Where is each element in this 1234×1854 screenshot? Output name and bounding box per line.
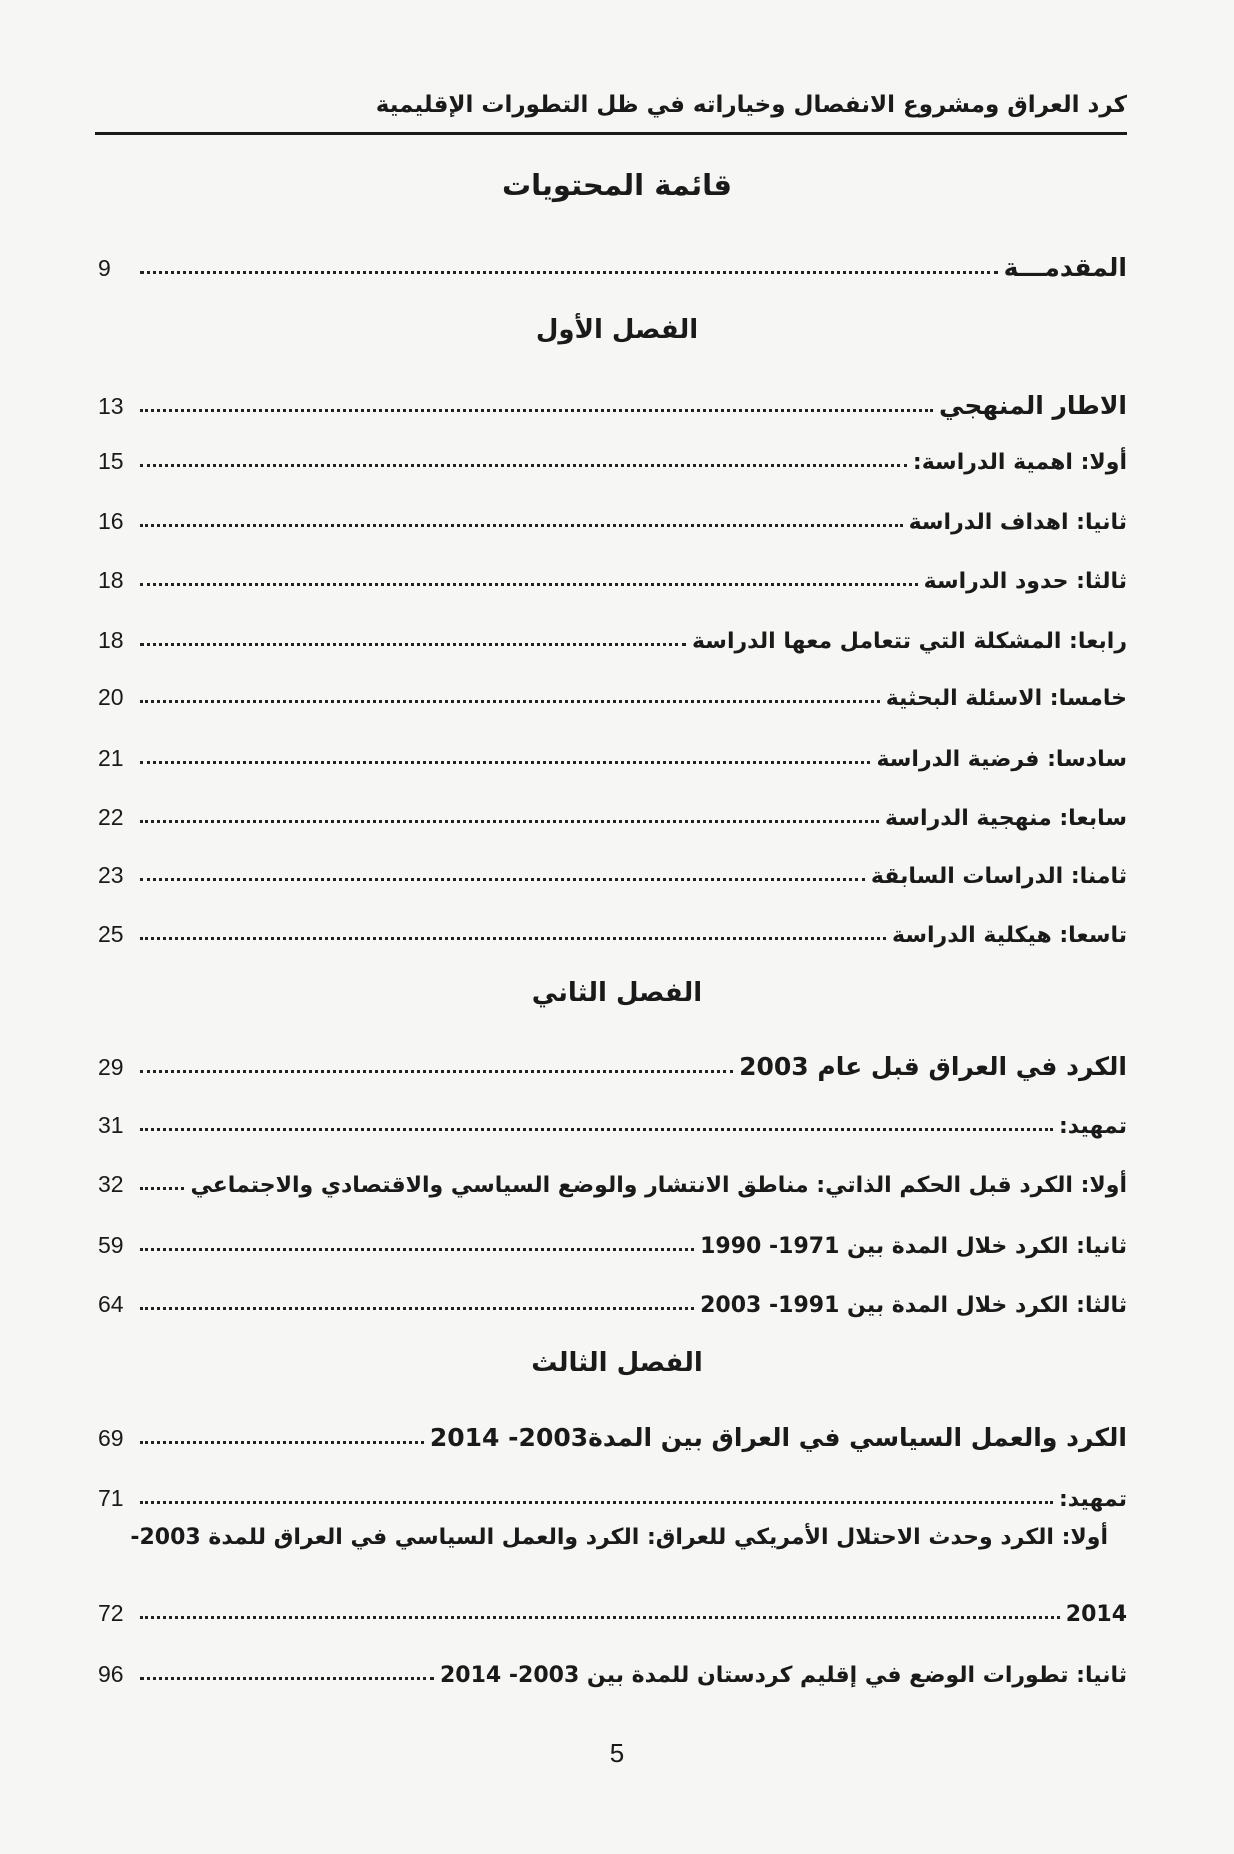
toc-entry-label: المقدمـــة xyxy=(1003,253,1127,282)
toc-entry[interactable] xyxy=(98,908,1127,948)
dot-leader xyxy=(140,1441,424,1444)
toc-entry-label: سادسا: فرضية الدراسة xyxy=(876,747,1127,772)
toc-page-number: 29 xyxy=(98,1054,124,1080)
dot-leader xyxy=(140,409,933,412)
toc-entry-label: ثالثا: الكرد خلال المدة بين 1991- 2003 xyxy=(700,1293,1127,1318)
toc-page-number: 18 xyxy=(98,567,124,593)
chapter-heading: الفصل الثاني xyxy=(531,978,703,1008)
toc-entry[interactable] xyxy=(98,495,1127,535)
toc-entry[interactable] xyxy=(98,1158,1127,1198)
toc-entry-label: تاسعا: هيكلية الدراسة xyxy=(892,923,1127,948)
toc-page-number: 69 xyxy=(98,1425,124,1451)
toc-entry[interactable] xyxy=(98,1648,1127,1688)
dot-leader xyxy=(140,1128,1053,1131)
toc-page-number: 13 xyxy=(98,393,124,419)
dot-leader xyxy=(140,700,880,703)
dot-leader xyxy=(140,1070,733,1073)
dot-leader xyxy=(140,464,907,467)
dot-leader xyxy=(140,761,870,764)
toc-page-number: 15 xyxy=(98,448,124,474)
dot-leader xyxy=(140,1307,694,1310)
dot-leader xyxy=(140,1248,694,1251)
toc-page-number: 21 xyxy=(98,745,124,771)
toc-page-number: 32 xyxy=(98,1171,124,1197)
dot-leader xyxy=(140,820,879,823)
toc-page-number: 18 xyxy=(98,627,124,653)
dot-leader xyxy=(140,1616,1060,1619)
toc-entry-label: ثانيا: تطورات الوضع في إقليم كردستان للمدة بين 2003- 2014 xyxy=(439,1663,1127,1688)
toc-entry-label: ثامنا: الدراسات السابقة xyxy=(870,864,1127,889)
toc-entry[interactable] xyxy=(98,791,1127,831)
toc-entry[interactable] xyxy=(98,1587,1127,1627)
toc-entry-label: تمهيد: xyxy=(1058,1114,1127,1139)
page-number: 5 xyxy=(609,1738,625,1768)
dot-leader xyxy=(140,643,686,646)
toc-entry-label: ثالثا: حدود الدراسة xyxy=(923,569,1127,594)
toc-page-number: 25 xyxy=(98,921,124,947)
toc-entry[interactable] xyxy=(98,242,1127,282)
toc-page-number: 23 xyxy=(98,862,124,888)
toc-entry-label: ثانيا: الكرد خلال المدة بين 1971- 1990 xyxy=(700,1234,1127,1259)
toc-entry[interactable] xyxy=(98,849,1127,889)
toc-entry[interactable] xyxy=(98,1278,1127,1318)
toc-entry-label-line1: أولا: الكرد وحدث الاحتلال الأمريكي للعراق: الكرد والعمل السياسي في العراق للمدة 2003- xyxy=(130,1525,1108,1550)
running-header: كرد العراق ومشروع الانفصال وخياراته في ظل التطورات الإقليمية xyxy=(375,92,1127,118)
toc-entry[interactable] xyxy=(98,435,1127,475)
toc-title: قائمة المحتويات xyxy=(501,168,732,202)
toc-page-number: 16 xyxy=(98,508,124,534)
toc-entry[interactable] xyxy=(98,380,1127,420)
toc-entry-label: الاطار المنهجي xyxy=(939,391,1127,420)
toc-page-number: 72 xyxy=(98,1600,124,1626)
toc-entry[interactable] xyxy=(98,671,1127,711)
toc-entry[interactable] xyxy=(98,732,1127,772)
toc-entry-label: الكرد في العراق قبل عام 2003 xyxy=(739,1052,1127,1081)
toc-page-number: 22 xyxy=(98,804,124,830)
toc-entry[interactable] xyxy=(98,554,1127,594)
toc-page-number: 64 xyxy=(98,1291,124,1317)
toc-entry-label: رابعا: المشكلة التي تتعامل معها الدراسة xyxy=(691,629,1127,654)
toc-entry-label: تمهيد: xyxy=(1058,1487,1127,1512)
toc-entry[interactable] xyxy=(98,614,1127,654)
chapter-heading: الفصل الأول xyxy=(535,315,699,345)
toc-entry-label: ثانيا: اهداف الدراسة xyxy=(908,510,1127,535)
toc-entry-label: أولا: اهمية الدراسة: xyxy=(912,450,1127,475)
toc-page-number: 96 xyxy=(98,1661,124,1687)
toc-page-number: 31 xyxy=(98,1112,124,1138)
toc-page-number: 59 xyxy=(98,1232,124,1258)
dot-leader xyxy=(140,524,903,527)
dot-leader xyxy=(140,271,998,274)
dot-leader xyxy=(140,583,918,586)
chapter-heading: الفصل الثالث xyxy=(531,1348,703,1378)
toc-page-number: 20 xyxy=(98,684,124,710)
dot-leader xyxy=(140,1677,434,1680)
header-rule xyxy=(95,132,1127,135)
toc-entry[interactable] xyxy=(98,1219,1127,1259)
toc-page-number: 9 xyxy=(98,255,111,281)
toc-entry-label: 2014 xyxy=(1065,1602,1127,1627)
toc-entry[interactable] xyxy=(98,1099,1127,1139)
dot-leader xyxy=(140,878,865,881)
toc-page-number: 71 xyxy=(98,1485,124,1511)
dot-leader xyxy=(140,937,886,940)
dot-leader xyxy=(140,1187,184,1190)
toc-entry[interactable] xyxy=(98,1472,1127,1512)
dot-leader xyxy=(140,1501,1053,1504)
toc-entry-label: خامسا: الاسئلة البحثية xyxy=(885,686,1127,711)
toc-entry-label: أولا: الكرد قبل الحكم الذاتي: مناطق الانتشار والوضع السياسي والاقتصادي والاجتماعي xyxy=(190,1173,1127,1198)
toc-entry[interactable] xyxy=(98,1412,1127,1452)
toc-entry[interactable] xyxy=(98,1041,1127,1081)
toc-entry-label: سابعا: منهجية الدراسة xyxy=(885,806,1127,831)
toc-entry-label: الكرد والعمل السياسي في العراق بين المدة2003- 2014 xyxy=(429,1423,1127,1452)
